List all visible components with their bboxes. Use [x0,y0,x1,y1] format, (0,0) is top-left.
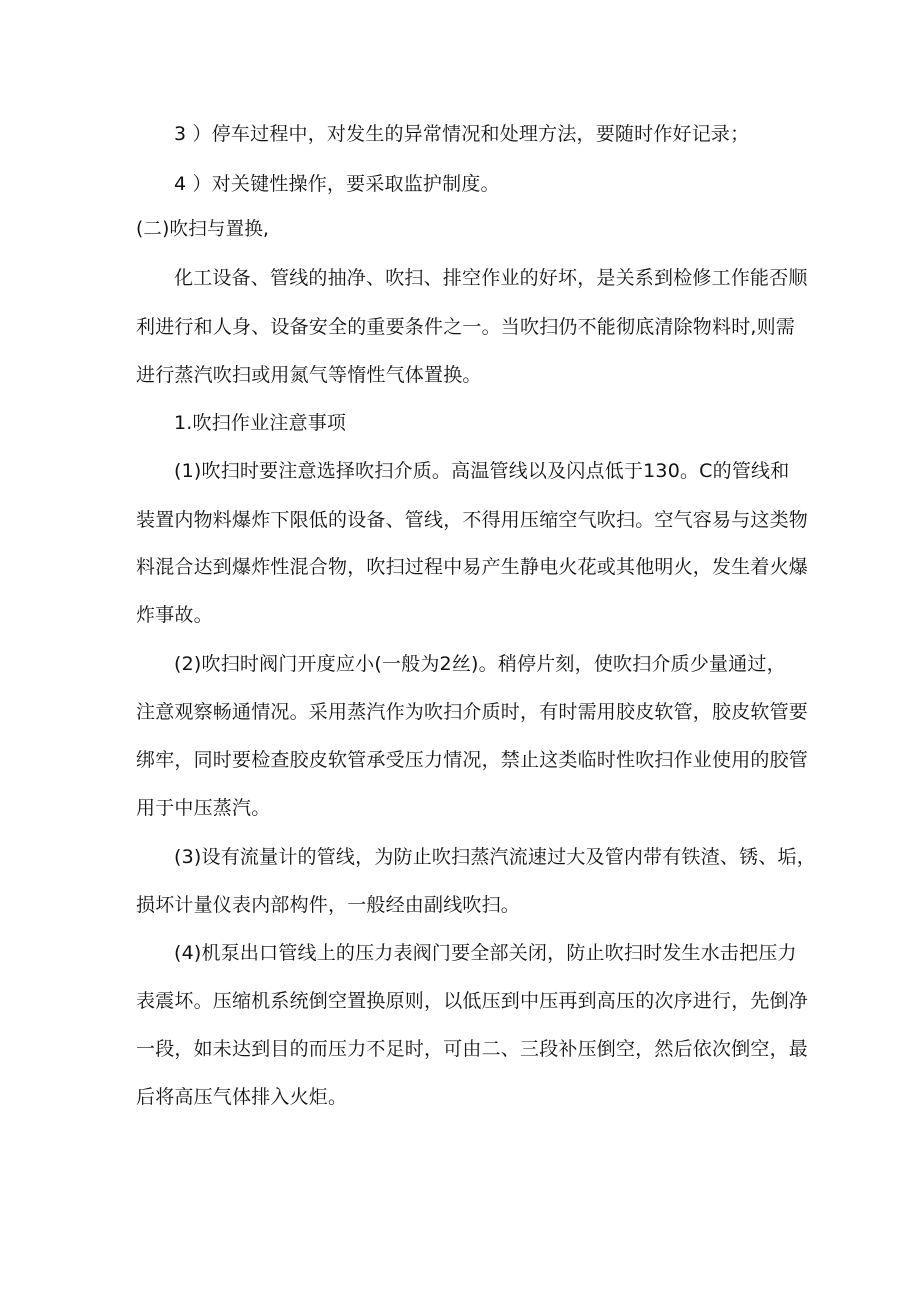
list-item-4: 4 ）对关键性操作，要采取监护制度。 [174,173,500,195]
intro-paragraph-line: 进行蒸汽吹扫或用氮气等惰性气体置换。 [136,364,482,386]
paragraph-2-line: (2)吹扫时阀门开度应小(一般为2丝)。稍停片刻，使吹扫介质少量通过， [174,653,786,675]
list-item-3: 3 ）停车过程中，对发生的异常情况和处理方法，要随时作好记录； [174,123,750,145]
paragraph-2-line: 注意观察畅通情况。采用蒸汽作为吹扫介质时，有时需用胶皮软管，胶皮软管要 [136,701,809,723]
paragraph-1-line: 炸事故。 [136,604,213,626]
subheading: 1.吹扫作业注意事项 [174,412,347,434]
paragraph-1-line: 料混合达到爆炸性混合物，吹扫过程中易产生静电火花或其他明火，发生着火爆 [136,556,809,578]
paragraph-4-line: 表震坏。压缩机系统倒空置换原则，以低压到中压再到高压的次序进行，先倒净 [136,990,809,1012]
intro-paragraph-line: 利进行和人身、设备安全的重要条件之一。当吹扫仍不能彻底清除物料时,则需 [136,316,796,338]
paragraph-2-line: 绑牢，同时要检查胶皮软管承受压力情况，禁止这类临时性吹扫作业使用的胶管 [136,749,809,771]
paragraph-4-line: 后将高压气体排入火炬。 [136,1086,348,1108]
section-heading: (二)吹扫与置换, [136,219,270,240]
paragraph-2-line: 用于中压蒸汽。 [136,797,271,819]
paragraph-3-line: 损坏计量仪表内部构件，一般经由副线吹扫。 [136,894,521,916]
paragraph-4-line: 一段，如未达到目的而压力不足时，可由二、三段补压倒空，然后依次倒空，最 [136,1038,809,1060]
paragraph-4-line: (4)机泵出口管线上的压力表阀门要全部关闭，防止吹扫时发生水击把压力 [174,942,797,964]
intro-paragraph-line: 化工设备、管线的抽净、吹扫、排空作业的好坏，是关系到检修工作能否顺 [174,267,808,289]
paragraph-1-line: (1)吹扫时要注意选择吹扫介质。高温管线以及闪点低于130。C的管线和 [174,460,790,482]
paragraph-1-line: 装置内物料爆炸下限低的设备、管线，不得用压缩空气吹扫。空气容易与这类物 [136,509,809,531]
paragraph-3-line: (3)设有流量计的管线，为防止吹扫蒸汽流速过大及管内带有铁渣、锈、垢， [174,846,816,868]
